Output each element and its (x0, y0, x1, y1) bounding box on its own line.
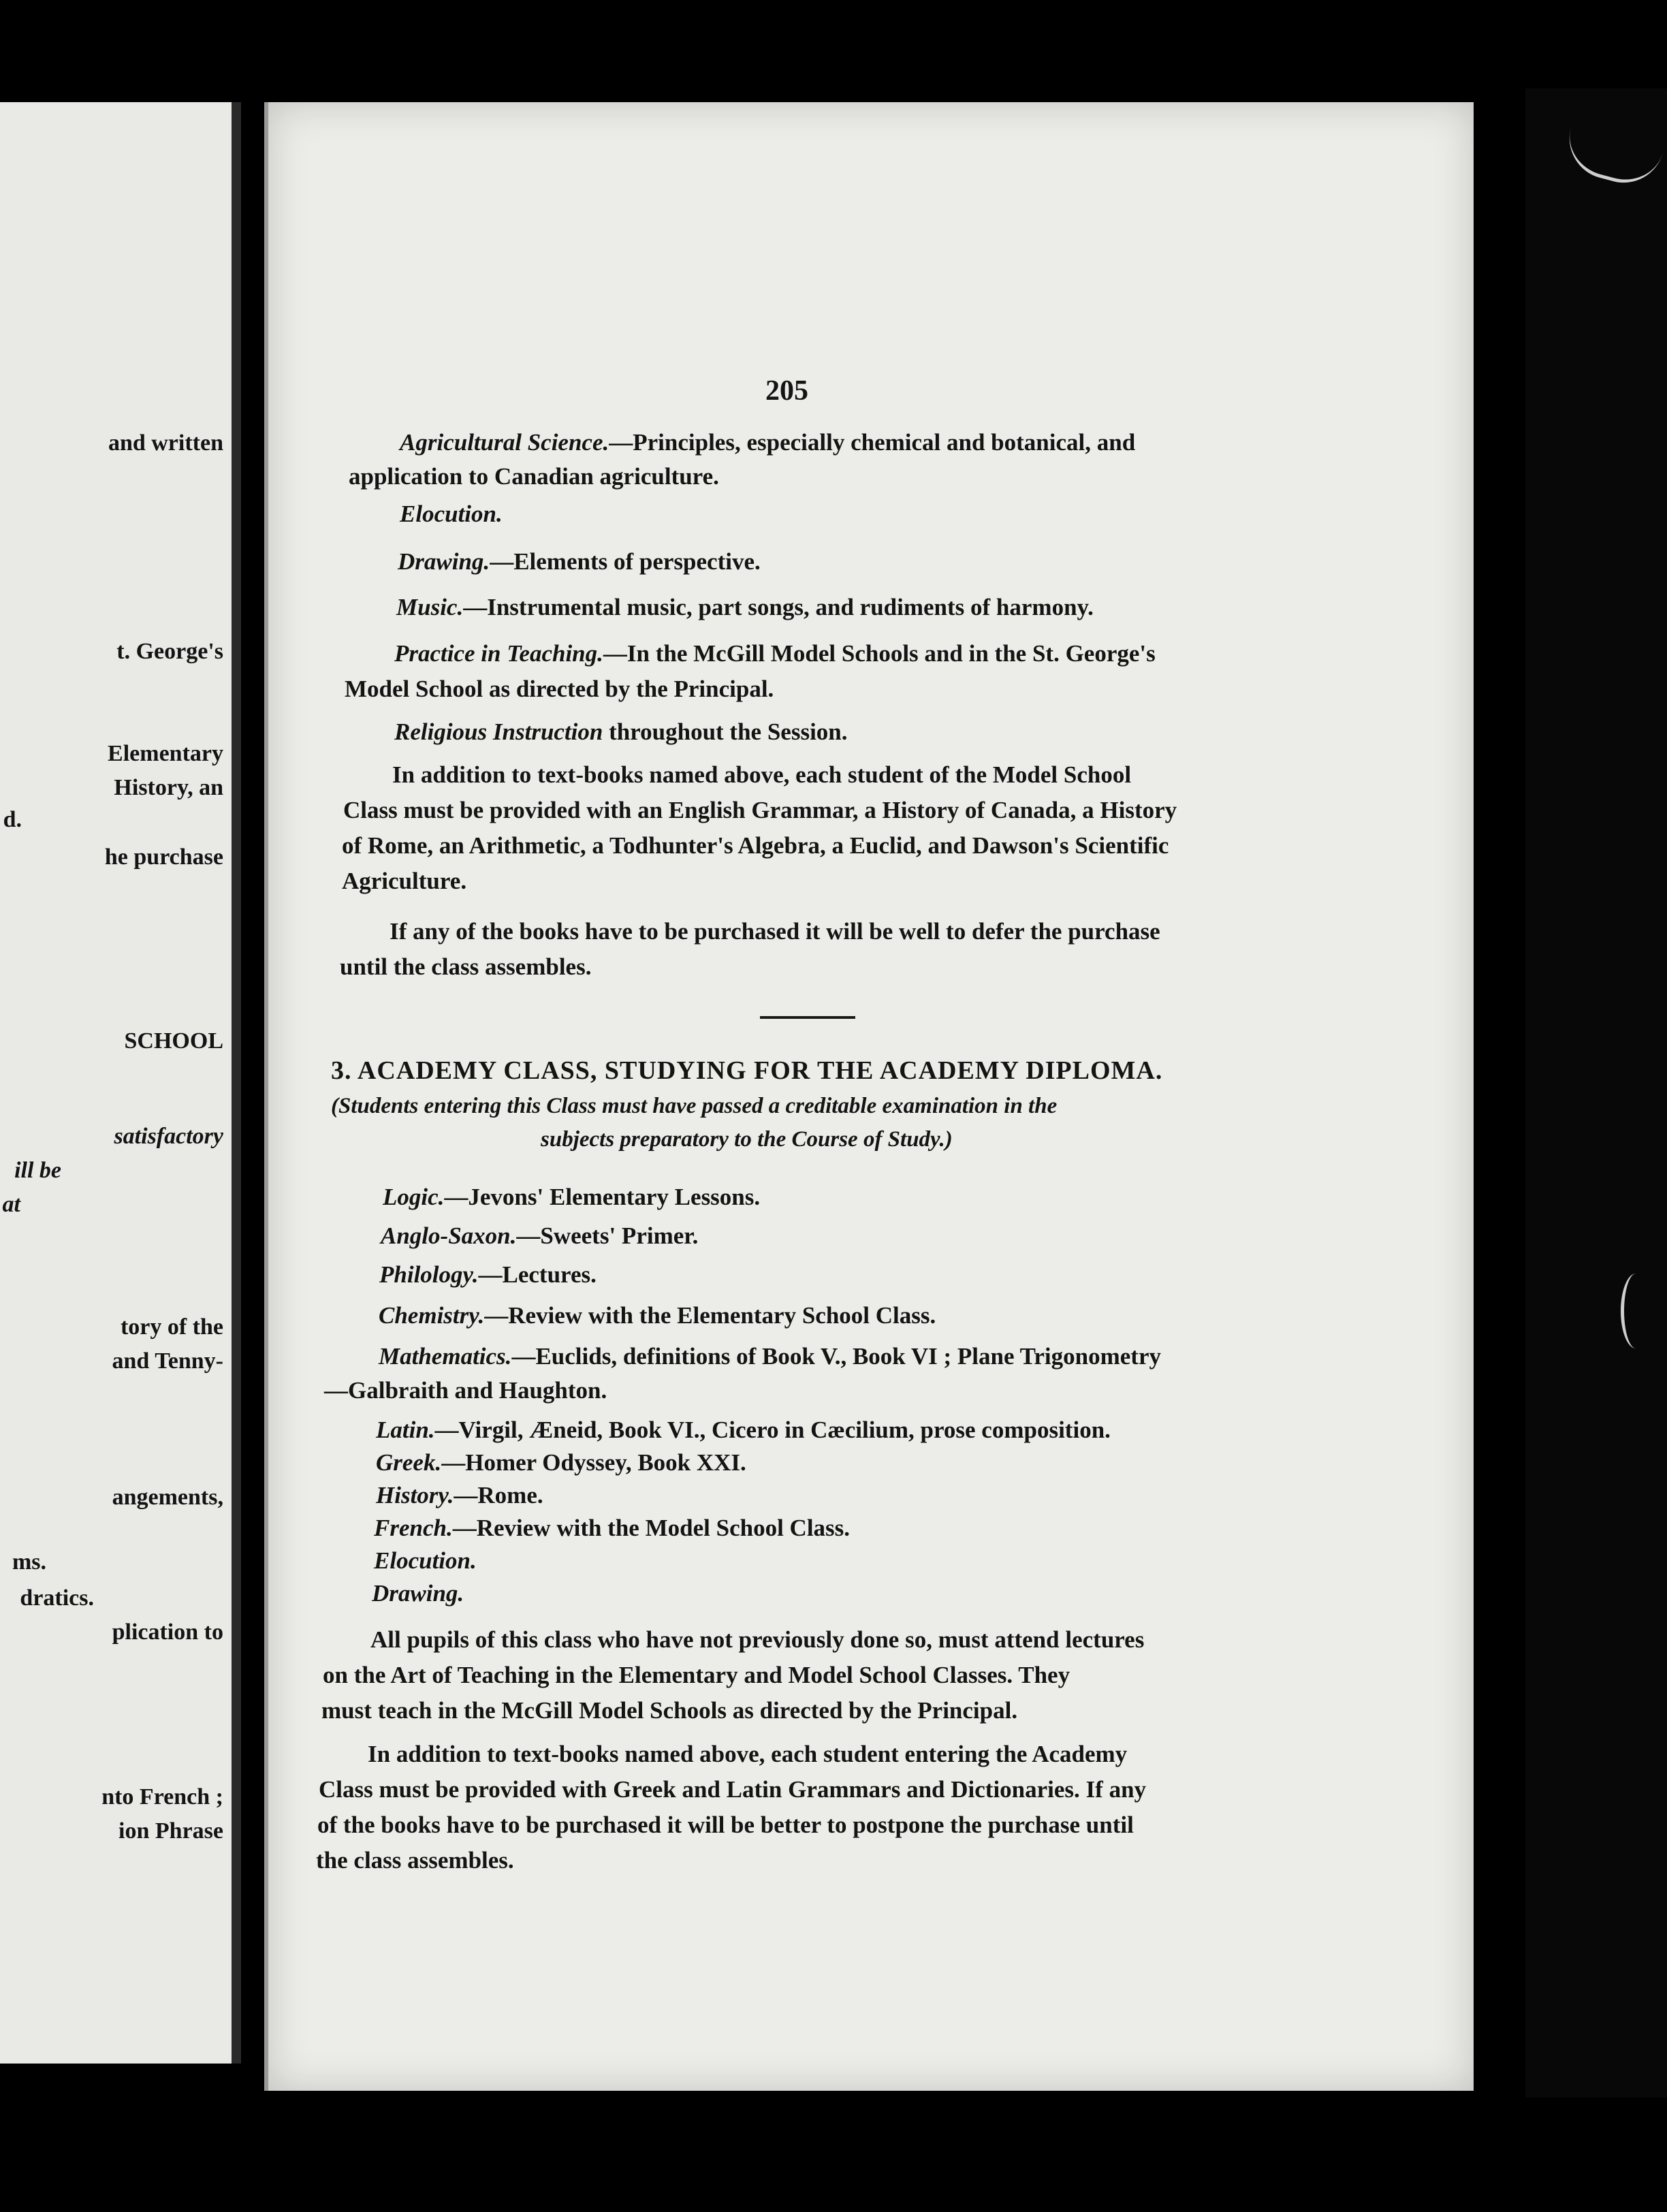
subject-description: —Instrumental music, part songs, and rudiments of harmony. (463, 594, 1094, 620)
left-page-fragment: he purchase (104, 844, 223, 870)
subject-line (376, 1482, 543, 1509)
subject-description: —Review with the Elementary School Class. (484, 1302, 936, 1329)
subject-line (381, 1222, 698, 1250)
paragraph-line: If any of the books have to be purchased it will be well to defer the purchase (390, 918, 1160, 945)
subject-term: Religious Instruction (394, 718, 603, 745)
section-note: subjects preparatory to the Course of Study.) (541, 1127, 953, 1152)
subject-line (379, 1302, 936, 1329)
paragraph-line: Agriculture. (342, 868, 467, 894)
left-page-fragment: plication to (112, 1620, 223, 1645)
subject-term: Latin. (376, 1417, 435, 1443)
section-note: (Students entering this Class must have passed a creditable examination in the (331, 1094, 1058, 1118)
subject-line-continued: Model School as directed by the Principal. (345, 676, 774, 702)
paragraph-line: of the books have to be purchased it will be better to postpone the purchase until (317, 1812, 1134, 1838)
paragraph-line: In addition to text-books named above, each student entering the Academy (368, 1741, 1128, 1767)
subject-description: —Review with the Model School Class. (452, 1515, 851, 1541)
subject-term: Anglo-Saxon. (381, 1222, 517, 1249)
left-page-fragment: and Tenny- (112, 1348, 223, 1374)
subject-description: —Lectures. (478, 1261, 597, 1288)
subject-line (400, 429, 1135, 456)
subject-line-continued: —Galbraith and Haughton. (324, 1377, 607, 1404)
subject-line (394, 718, 848, 746)
left-page-fragment: tory of the (120, 1314, 223, 1340)
subject-line-continued: application to Canadian agriculture. (349, 463, 719, 490)
paragraph-line: Class must be provided with Greek and Latin Grammars and Dictionaries. If any (319, 1776, 1147, 1803)
left-page-fragment: ion Phrase (118, 1818, 223, 1844)
subject-line (376, 1449, 746, 1476)
subject-description: —Sweets' Primer. (516, 1222, 699, 1249)
subject-term: Agricultural Science. (400, 429, 609, 456)
subject-term: Elocution. (400, 501, 503, 527)
subject-description: —Elements of perspective. (490, 548, 761, 575)
left-page-fragment: ill be (14, 1158, 61, 1183)
subject-term: Logic. (383, 1184, 445, 1210)
subject-line (379, 1343, 1161, 1370)
subject-term: Practice in Teaching. (394, 640, 603, 667)
left-page-fragment: t. George's (116, 639, 223, 664)
subject-term: Elocution. (374, 1547, 477, 1574)
left-page-fragment: d. (3, 807, 22, 832)
page-number: 205 (765, 375, 808, 407)
subject-line (398, 548, 761, 575)
scan-background (1525, 89, 1667, 2098)
subject-description: —Homer Odyssey, Book XXI. (441, 1449, 746, 1476)
subject-term: Chemistry. (379, 1302, 485, 1329)
subject-term: Music. (396, 594, 464, 620)
subject-line (376, 1417, 1111, 1444)
paragraph-line: on the Art of Teaching in the Elementary and Model School Classes. They (323, 1662, 1070, 1688)
paragraph-line: Class must be provided with an English Grammar, a History of Canada, a History (343, 797, 1177, 823)
subject-term: Drawing. (372, 1580, 464, 1607)
left-page-fragment: History, an (114, 775, 223, 800)
left-page-fragment: satisfactory (114, 1124, 223, 1149)
subject-line (396, 594, 1094, 621)
left-page-fragment: at (2, 1192, 20, 1217)
left-page-fragment: angements, (112, 1485, 223, 1510)
subject-description: —Principles, especially chemical and botanical, and (609, 429, 1136, 456)
subject-term: History. (376, 1482, 454, 1508)
paragraph-line: All pupils of this class who have not previously done so, must attend lectures (370, 1626, 1145, 1653)
section-divider (760, 1016, 855, 1019)
left-page-fragment: Elementary (108, 741, 223, 766)
left-facing-page (0, 102, 241, 2064)
paragraph-line: the class assembles. (316, 1847, 514, 1874)
left-page-fragment: nto French ; (101, 1784, 223, 1810)
subject-line (374, 1515, 850, 1542)
section-heading: 3. ACADEMY CLASS, STUDYING FOR THE ACADEMY DIPLOMA. (331, 1056, 1163, 1085)
subject-line (394, 640, 1156, 667)
document-page (264, 102, 1474, 2091)
subject-term: Mathematics. (379, 1343, 512, 1370)
left-page-fragment: and written (108, 430, 223, 456)
subject-line (383, 1184, 760, 1211)
paragraph-line: must teach in the McGill Model Schools as directed by the Principal. (321, 1697, 1018, 1724)
left-page-fragment: ms. (12, 1549, 46, 1575)
subject-description: —Euclids, definitions of Book V., Book VI ; Plane Trigonometry (511, 1343, 1161, 1370)
subject-description: —Virgil, Æneid, Book VI., Cicero in Cæcilium, prose composition. (434, 1417, 1111, 1443)
subject-line (379, 1261, 597, 1289)
subject-term: Greek. (376, 1449, 442, 1476)
left-page-fragment: SCHOOL (124, 1028, 223, 1054)
subject-term: French. (374, 1515, 453, 1541)
paragraph-line: until the class assembles. (340, 953, 592, 980)
subject-term: Philology. (379, 1261, 479, 1288)
scan-artifact (1621, 1274, 1651, 1348)
subject-term: Drawing. (398, 548, 490, 575)
paragraph-line: of Rome, an Arithmetic, a Todhunter's Algebra, a Euclid, and Dawson's Scientific (342, 832, 1169, 859)
paragraph-line: In addition to text-books named above, each student of the Model School (392, 761, 1132, 788)
subject-description: —Jevons' Elementary Lessons. (444, 1184, 761, 1210)
subject-description: —In the McGill Model Schools and in the St. George's (603, 640, 1156, 667)
left-page-fragment: dratics. (20, 1585, 94, 1611)
subject-description: throughout the Session. (603, 718, 848, 745)
subject-description: —Rome. (454, 1482, 543, 1508)
